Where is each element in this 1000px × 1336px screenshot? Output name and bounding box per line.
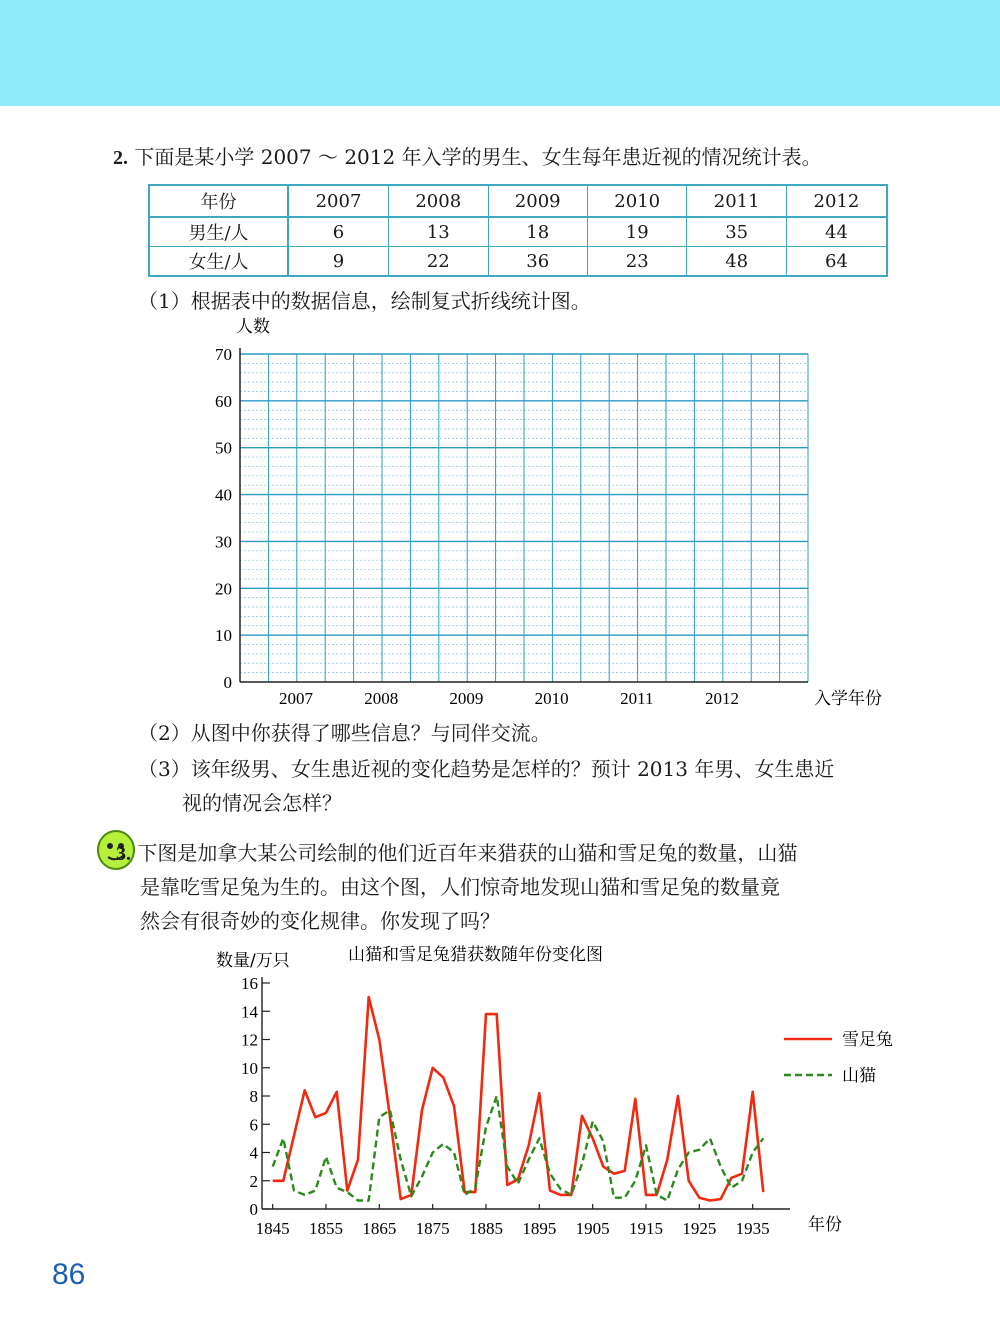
y-tick-label: 2 [249,1171,258,1191]
grid-y-tick-label: 10 [215,626,232,646]
question-3-line3: 然会有很奇妙的变化规律。你发现了吗？ [140,909,500,933]
question-2-heading [113,140,822,175]
grid-x-axis-label: 入学年份 [814,689,882,709]
question-3-line2: 是靠吃雪足兔为生的。由这个图，人们惊奇地发现山猫和雪足兔的数量竟 [140,875,780,899]
table-row [149,247,887,277]
x-tick-label: 1925 [682,1219,717,1238]
question-2-sub2: （2）从图中你获得了哪些信息？与同伴交流。 [138,721,551,745]
table-header-cell: 2008 [389,185,488,217]
grid-x-tick-label: 2011 [620,689,654,708]
table-cell: 36 [488,247,587,277]
table-header-row [149,185,887,217]
grid-x-tick-label: 2007 [279,689,313,708]
question-2-number: 2. [113,147,128,169]
grid-y-tick-label: 0 [223,673,232,692]
x-tick-label: 1915 [629,1219,663,1238]
grid-y-tick-label: 20 [215,579,232,599]
grid-y-ticks [215,345,232,692]
grid-y-tick-label: 70 [215,345,232,364]
x-tick-label: 1875 [415,1219,450,1238]
x-tick-label: 1895 [522,1219,557,1238]
y-tick-label: 10 [241,1058,258,1078]
question-2-sub3-line1: （3）该年级男、女生患近视的变化趋势是怎样的？预计 2013 年男、女生患近 [138,757,835,781]
table-header-cell: 2011 [687,185,786,217]
table-header-cell: 2012 [786,185,887,217]
y-tick-label: 12 [241,1030,258,1050]
chart-axes [241,974,790,1238]
grid-x-tick-label: 2012 [705,689,739,708]
x-tick-label: 1845 [255,1219,290,1238]
grid-y-tick-label: 30 [215,532,232,552]
table-cell: 6 [288,217,389,247]
y-tick-label: 0 [249,1200,258,1219]
x-tick-label: 1865 [362,1219,397,1238]
table-header-cell: 2007 [288,185,389,217]
table-cell: 13 [389,217,488,247]
question-3-text: 下图是加拿大某公司绘制的他们近百年来猎获的山猫和雪足兔的数量，山猫 [137,841,798,865]
grid-y-axis-label: 人数 [236,317,270,337]
legend-label: 山猫 [842,1066,876,1086]
question-3-line1 [116,836,797,871]
series-line-hare [273,997,764,1200]
table-cell: 64 [786,247,887,277]
lynx-hare-line-chart [200,936,920,1246]
table-row [149,217,887,247]
grid-x-tick-label: 2008 [364,689,399,708]
table-cell: 22 [389,247,488,277]
grid-lines [240,348,808,682]
grid-x-tick-label: 2009 [449,689,484,708]
chart-legend [784,1030,893,1086]
grid-x-ticks [279,689,739,708]
table-cell: 23 [587,247,686,277]
question-3-number: 3. [116,843,131,865]
question-2-text: 下面是某小学 2007 ～ 2012 年入学的男生、女生每年患近视的情况统计表。 [134,145,822,169]
chart-x-axis-label: 年份 [808,1215,842,1235]
question-2-sub1: （1）根据表中的数据信息，绘制复式折线统计图。 [138,289,591,313]
chart-y-axis-label: 数量/万只 [216,951,290,971]
legend-label: 雪足兔 [842,1030,893,1050]
grid-x-tick-label: 2010 [534,689,569,708]
chart-title: 山猫和雪足兔猎获数随年份变化图 [348,945,603,965]
table-header-cell: 2009 [488,185,587,217]
table-header-cell: 2010 [587,185,686,217]
grid-y-tick-label: 40 [215,485,232,505]
x-tick-label: 1885 [469,1219,503,1238]
y-tick-label: 8 [249,1087,258,1106]
top-color-band [0,0,1000,106]
grid-y-tick-label: 60 [215,391,232,411]
x-tick-label: 1905 [575,1219,610,1238]
table-cell: 44 [786,217,887,247]
y-tick-label: 16 [241,974,258,993]
x-tick-label: 1935 [735,1219,770,1238]
table-cell: 19 [587,217,686,247]
table-cell: 35 [687,217,786,247]
myopia-stats-table [148,184,888,277]
y-tick-label: 4 [249,1143,258,1163]
chart-series [273,997,764,1200]
x-tick-label: 1855 [309,1219,343,1238]
grid-y-tick-label: 50 [215,438,232,458]
table-cell: 9 [288,247,389,277]
y-tick-label: 6 [249,1115,258,1135]
table-row-label: 女生/人 [149,247,288,277]
table-cell: 48 [687,247,786,277]
page-number: 86 [52,1258,86,1291]
table-cell: 18 [488,217,587,247]
question-2-sub3-line2: 视的情况会怎样？ [182,791,342,815]
y-tick-label: 14 [241,1002,258,1022]
table-row-label: 男生/人 [149,217,288,247]
blank-line-chart-grid [200,310,900,710]
table-header-cell: 年份 [149,185,288,217]
